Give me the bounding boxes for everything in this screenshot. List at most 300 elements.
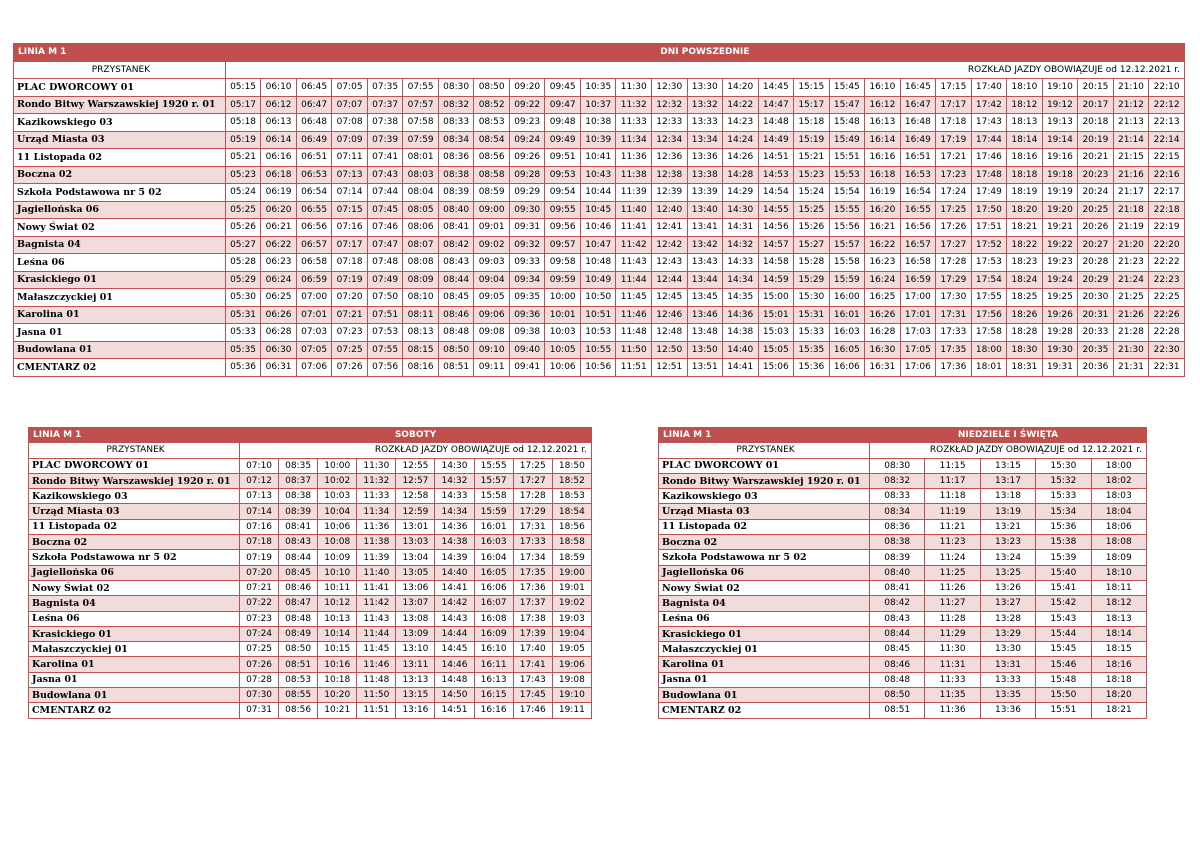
departure-time: 18:18 <box>1007 166 1043 184</box>
departure-time: 11:26 <box>925 580 980 595</box>
departure-time: 19:16 <box>1042 149 1078 167</box>
departure-time: 17:37 <box>513 596 552 611</box>
departure-time: 11:32 <box>616 96 652 114</box>
departure-time: 14:36 <box>435 519 474 534</box>
departure-time: 17:28 <box>936 254 972 272</box>
departure-time: 05:24 <box>225 184 261 202</box>
departure-time: 06:31 <box>261 359 297 377</box>
departure-time: 20:27 <box>1078 236 1114 254</box>
departure-time: 11:50 <box>616 341 652 359</box>
stop-name: CMENTARZ 02 <box>29 703 240 718</box>
departure-time: 09:05 <box>474 289 510 307</box>
departure-time: 07:01 <box>296 306 332 324</box>
departure-time: 07:47 <box>367 236 403 254</box>
departure-time: 09:35 <box>509 289 545 307</box>
departure-time: 21:31 <box>1113 359 1149 377</box>
table-row <box>29 489 592 504</box>
departure-time: 17:55 <box>971 289 1007 307</box>
departure-time: 13:38 <box>687 166 723 184</box>
departure-time: 14:48 <box>435 672 474 687</box>
departure-time: 07:14 <box>332 184 368 202</box>
stop-name: Budowlana 01 <box>29 688 240 703</box>
stop-name: Jagiellońska 06 <box>29 565 240 580</box>
departure-time: 11:30 <box>616 79 652 97</box>
departure-time: 16:56 <box>900 219 936 237</box>
departure-time: 08:52 <box>474 96 510 114</box>
stop-name: Jagiellońska 06 <box>659 565 870 580</box>
departure-time: 20:28 <box>1078 254 1114 272</box>
table-row <box>29 626 592 641</box>
departure-time: 08:45 <box>279 565 318 580</box>
stop-name: Małaszczyckiej 01 <box>29 642 240 657</box>
departure-time: 08:11 <box>403 306 439 324</box>
table-row <box>659 489 1147 504</box>
departure-time: 11:19 <box>925 504 980 519</box>
departure-time: 05:21 <box>225 149 261 167</box>
departure-time: 09:31 <box>509 219 545 237</box>
departure-time: 13:36 <box>687 149 723 167</box>
table-row <box>14 149 1185 167</box>
departure-time: 11:39 <box>357 550 396 565</box>
departure-time: 10:46 <box>580 219 616 237</box>
departure-time: 11:42 <box>616 236 652 254</box>
departure-time: 18:30 <box>1007 341 1043 359</box>
departure-time: 07:26 <box>240 657 279 672</box>
departure-time: 20:33 <box>1078 324 1114 342</box>
departure-time: 22:19 <box>1149 219 1185 237</box>
departure-time: 08:41 <box>438 219 474 237</box>
departure-time: 18:11 <box>1091 580 1146 595</box>
departure-time: 15:57 <box>474 473 513 488</box>
departure-time: 08:58 <box>474 166 510 184</box>
departure-time: 11:17 <box>925 473 980 488</box>
departure-time: 17:56 <box>971 306 1007 324</box>
departure-time: 10:01 <box>545 306 581 324</box>
table-row <box>659 688 1147 703</box>
departure-time: 16:18 <box>865 166 901 184</box>
departure-time: 21:20 <box>1113 236 1149 254</box>
stop-name: Rondo Bitwy Warszawskiej 1920 r. 01 <box>29 473 240 488</box>
departure-time: 12:51 <box>651 359 687 377</box>
stop-name: Szkoła Podstawowa nr 5 02 <box>659 550 870 565</box>
departure-time: 13:27 <box>980 596 1035 611</box>
table-row <box>29 458 592 473</box>
departure-time: 18:59 <box>552 550 591 565</box>
departure-time: 09:08 <box>474 324 510 342</box>
departure-time: 09:22 <box>509 96 545 114</box>
table-row <box>14 166 1185 184</box>
departure-time: 19:10 <box>552 688 591 703</box>
departure-time: 09:32 <box>509 236 545 254</box>
departure-time: 06:59 <box>296 271 332 289</box>
departure-time: 16:11 <box>474 657 513 672</box>
departure-time: 05:23 <box>225 166 261 184</box>
departure-time: 08:48 <box>438 324 474 342</box>
departure-time: 18:21 <box>1007 219 1043 237</box>
departure-time: 09:41 <box>509 359 545 377</box>
departure-time: 14:26 <box>723 149 759 167</box>
departure-time: 09:48 <box>545 114 581 132</box>
departure-time: 16:48 <box>900 114 936 132</box>
departure-time: 09:04 <box>474 271 510 289</box>
departure-time: 21:15 <box>1113 149 1149 167</box>
departure-time: 09:26 <box>509 149 545 167</box>
departure-time: 07:41 <box>367 149 403 167</box>
departure-time: 11:27 <box>925 596 980 611</box>
departure-time: 10:16 <box>318 657 357 672</box>
departure-time: 13:31 <box>980 657 1035 672</box>
stop-name: Urząd Miasta 03 <box>29 504 240 519</box>
departure-time: 13:29 <box>980 626 1035 641</box>
departure-time: 14:51 <box>758 149 794 167</box>
departure-time: 08:56 <box>279 703 318 718</box>
departure-time: 07:50 <box>367 289 403 307</box>
departure-time: 06:13 <box>261 114 297 132</box>
departure-time: 18:13 <box>1091 611 1146 626</box>
table-row <box>29 550 592 565</box>
departure-time: 05:19 <box>225 131 261 149</box>
departure-time: 06:54 <box>296 184 332 202</box>
departure-time: 20:24 <box>1078 184 1114 202</box>
table-row <box>659 535 1147 550</box>
table-row <box>659 504 1147 519</box>
stop-name: Jagiellońska 06 <box>14 201 226 219</box>
departure-time: 20:35 <box>1078 341 1114 359</box>
departure-time: 16:22 <box>865 236 901 254</box>
departure-time: 14:56 <box>758 219 794 237</box>
departure-time: 11:41 <box>616 219 652 237</box>
departure-time: 21:13 <box>1113 114 1149 132</box>
departure-time: 22:25 <box>1149 289 1185 307</box>
departure-time: 10:56 <box>580 359 616 377</box>
departure-time: 17:33 <box>513 535 552 550</box>
departure-time: 07:22 <box>240 596 279 611</box>
departure-time: 13:36 <box>980 703 1035 718</box>
departure-time: 15:17 <box>794 96 830 114</box>
departure-time: 10:03 <box>318 489 357 504</box>
saturday-timetable <box>28 427 592 719</box>
departure-time: 17:15 <box>936 79 972 97</box>
departure-time: 20:36 <box>1078 359 1114 377</box>
departure-time: 16:19 <box>865 184 901 202</box>
departure-time: 05:27 <box>225 236 261 254</box>
stop-name: Leśna 06 <box>29 611 240 626</box>
departure-time: 15:30 <box>794 289 830 307</box>
departure-time: 08:44 <box>279 550 318 565</box>
stop-name: PLAC DWORCOWY 01 <box>29 458 240 473</box>
stop-name: Nowy Świat 02 <box>14 219 226 237</box>
departure-time: 08:55 <box>279 688 318 703</box>
departure-time: 14:32 <box>723 236 759 254</box>
departure-time: 16:21 <box>865 219 901 237</box>
departure-time: 16:47 <box>900 96 936 114</box>
departure-time: 11:48 <box>357 672 396 687</box>
table-row <box>14 219 1185 237</box>
departure-time: 07:25 <box>240 642 279 657</box>
departure-time: 09:28 <box>509 166 545 184</box>
departure-time: 08:38 <box>870 535 925 550</box>
departure-time: 13:07 <box>396 596 435 611</box>
departure-time: 15:56 <box>829 219 865 237</box>
departure-time: 11:40 <box>616 201 652 219</box>
departure-time: 11:36 <box>925 703 980 718</box>
departure-time: 18:16 <box>1007 149 1043 167</box>
table-row <box>659 642 1147 657</box>
departure-time: 17:29 <box>513 504 552 519</box>
departure-time: 16:13 <box>474 672 513 687</box>
departure-time: 07:00 <box>296 289 332 307</box>
departure-time: 15:42 <box>1036 596 1091 611</box>
departure-time: 07:15 <box>332 201 368 219</box>
departure-time: 14:53 <box>758 166 794 184</box>
departure-time: 18:10 <box>1007 79 1043 97</box>
departure-time: 16:07 <box>474 596 513 611</box>
departure-time: 16:59 <box>900 271 936 289</box>
departure-time: 06:56 <box>296 219 332 237</box>
stop-name: Rondo Bitwy Warszawskiej 1920 r. 01 <box>659 473 870 488</box>
departure-time: 11:51 <box>616 359 652 377</box>
departure-time: 18:28 <box>1007 324 1043 342</box>
stop-name: Urząd Miasta 03 <box>659 504 870 519</box>
departure-time: 18:18 <box>1091 672 1146 687</box>
departure-time: 08:53 <box>279 672 318 687</box>
departure-time: 10:00 <box>318 458 357 473</box>
departure-time: 09:23 <box>509 114 545 132</box>
stop-name: CMENTARZ 02 <box>14 359 226 377</box>
departure-time: 19:14 <box>1042 131 1078 149</box>
departure-time: 17:17 <box>936 96 972 114</box>
departure-time: 21:30 <box>1113 341 1149 359</box>
departure-time: 18:50 <box>552 458 591 473</box>
stop-name: Krasickiego 01 <box>29 626 240 641</box>
departure-time: 22:23 <box>1149 271 1185 289</box>
departure-time: 22:15 <box>1149 149 1185 167</box>
departure-time: 10:45 <box>580 201 616 219</box>
departure-time: 14:31 <box>723 219 759 237</box>
departure-time: 10:20 <box>318 688 357 703</box>
departure-time: 11:45 <box>357 642 396 657</box>
departure-time: 07:48 <box>367 254 403 272</box>
table-row <box>659 458 1147 473</box>
departure-time: 11:33 <box>925 672 980 687</box>
stop-name: Boczna 02 <box>14 166 226 184</box>
departure-time: 10:04 <box>318 504 357 519</box>
departure-time: 16:06 <box>474 580 513 595</box>
departure-time: 09:58 <box>545 254 581 272</box>
stop-name: Boczna 02 <box>659 535 870 550</box>
departure-time: 12:48 <box>651 324 687 342</box>
departure-time: 15:59 <box>474 504 513 519</box>
departure-time: 08:32 <box>438 96 474 114</box>
departure-time: 14:49 <box>758 131 794 149</box>
departure-time: 17:40 <box>513 642 552 657</box>
departure-time: 08:46 <box>438 306 474 324</box>
departure-time: 18:13 <box>1007 114 1043 132</box>
stop-name: Kazikowskiego 03 <box>14 114 226 132</box>
departure-time: 13:30 <box>980 642 1035 657</box>
departure-time: 08:50 <box>474 79 510 97</box>
departure-time: 22:17 <box>1149 184 1185 202</box>
departure-time: 13:42 <box>687 236 723 254</box>
departure-time: 16:00 <box>829 289 865 307</box>
departure-time: 08:15 <box>403 341 439 359</box>
departure-time: 17:50 <box>971 201 1007 219</box>
departure-time: 08:39 <box>870 550 925 565</box>
departure-time: 16:12 <box>865 96 901 114</box>
stop-name: Bagnista 04 <box>14 236 226 254</box>
departure-time: 07:38 <box>367 114 403 132</box>
stop-name: Rondo Bitwy Warszawskiej 1920 r. 01 <box>14 96 226 114</box>
departure-time: 14:43 <box>435 611 474 626</box>
header-row <box>14 61 1185 79</box>
departure-time: 08:41 <box>870 580 925 595</box>
validity-note: ROZKŁAD JAZDY OBOWIĄZUJE od 12.12.2021 r. <box>870 443 1147 458</box>
departure-time: 16:08 <box>474 611 513 626</box>
departure-time: 15:39 <box>1036 550 1091 565</box>
departure-time: 15:31 <box>794 306 830 324</box>
departure-time: 14:51 <box>435 703 474 718</box>
departure-time: 09:01 <box>474 219 510 237</box>
departure-time: 11:42 <box>357 596 396 611</box>
departure-time: 07:20 <box>240 565 279 580</box>
departure-time: 10:14 <box>318 626 357 641</box>
departure-time: 16:53 <box>900 166 936 184</box>
stop-name: Budowlana 01 <box>14 341 226 359</box>
departure-time: 15:27 <box>794 236 830 254</box>
stop-name: Karolina 01 <box>29 657 240 672</box>
departure-time: 13:15 <box>396 688 435 703</box>
stop-name: Jasna 01 <box>14 324 226 342</box>
departure-time: 09:03 <box>474 254 510 272</box>
departure-time: 12:57 <box>396 473 435 488</box>
departure-time: 18:26 <box>1007 306 1043 324</box>
departure-time: 06:16 <box>261 149 297 167</box>
departure-time: 08:34 <box>870 504 925 519</box>
departure-time: 22:20 <box>1149 236 1185 254</box>
departure-time: 07:55 <box>367 341 403 359</box>
departure-time: 09:40 <box>509 341 545 359</box>
title-row <box>29 428 592 443</box>
departure-time: 14:57 <box>758 236 794 254</box>
departure-time: 10:50 <box>580 289 616 307</box>
departure-time: 11:45 <box>616 289 652 307</box>
table-row <box>659 580 1147 595</box>
stop-name: Bagnista 04 <box>659 596 870 611</box>
table-row <box>29 611 592 626</box>
departure-time: 10:06 <box>545 359 581 377</box>
departure-time: 11:25 <box>925 565 980 580</box>
departure-time: 08:16 <box>403 359 439 377</box>
departure-time: 08:41 <box>279 519 318 534</box>
departure-time: 17:03 <box>900 324 936 342</box>
departure-time: 08:33 <box>438 114 474 132</box>
departure-time: 07:24 <box>240 626 279 641</box>
departure-time: 19:18 <box>1042 166 1078 184</box>
departure-time: 11:44 <box>616 271 652 289</box>
departure-time: 12:40 <box>651 201 687 219</box>
departure-time: 13:39 <box>687 184 723 202</box>
table-row <box>14 324 1185 342</box>
departure-time: 16:58 <box>900 254 936 272</box>
departure-time: 09:02 <box>474 236 510 254</box>
departure-time: 07:45 <box>367 201 403 219</box>
departure-time: 08:49 <box>279 626 318 641</box>
stop-name: CMENTARZ 02 <box>659 703 870 718</box>
table-row <box>29 688 592 703</box>
departure-time: 08:04 <box>403 184 439 202</box>
departure-time: 06:22 <box>261 236 297 254</box>
departure-time: 17:23 <box>936 166 972 184</box>
departure-time: 14:55 <box>758 201 794 219</box>
departure-time: 17:44 <box>971 131 1007 149</box>
departure-time: 22:16 <box>1149 166 1185 184</box>
departure-time: 13:17 <box>980 473 1035 488</box>
stop-column-header: PRZYSTANEK <box>14 61 226 79</box>
departure-time: 15:43 <box>1036 611 1091 626</box>
departure-time: 08:32 <box>870 473 925 488</box>
departure-time: 19:21 <box>1042 219 1078 237</box>
departure-time: 10:18 <box>318 672 357 687</box>
departure-time: 05:17 <box>225 96 261 114</box>
stop-name: Nowy Świat 02 <box>659 580 870 595</box>
validity-note: ROZKŁAD JAZDY OBOWIĄZUJE od 12.12.2021 r. <box>225 61 1184 79</box>
departure-time: 08:39 <box>279 504 318 519</box>
departure-time: 11:21 <box>925 519 980 534</box>
departure-time: 10:02 <box>318 473 357 488</box>
departure-time: 15:21 <box>794 149 830 167</box>
departure-time: 07:53 <box>367 324 403 342</box>
departure-time: 20:19 <box>1078 131 1114 149</box>
departure-time: 19:31 <box>1042 359 1078 377</box>
departure-time: 11:31 <box>925 657 980 672</box>
departure-time: 09:53 <box>545 166 581 184</box>
departure-time: 12:36 <box>651 149 687 167</box>
day-type: SOBOTY <box>240 428 592 443</box>
departure-time: 14:22 <box>723 96 759 114</box>
departure-time: 18:08 <box>1091 535 1146 550</box>
departure-time: 11:33 <box>357 489 396 504</box>
departure-time: 15:44 <box>1036 626 1091 641</box>
departure-time: 08:56 <box>474 149 510 167</box>
departure-time: 05:35 <box>225 341 261 359</box>
departure-time: 11:38 <box>616 166 652 184</box>
departure-time: 08:07 <box>403 236 439 254</box>
stop-column-header: PRZYSTANEK <box>659 443 870 458</box>
departure-time: 16:05 <box>474 565 513 580</box>
departure-time: 15:48 <box>829 114 865 132</box>
departure-time: 17:43 <box>971 114 1007 132</box>
line-name: LINIA M 1 <box>29 428 240 443</box>
departure-time: 15:59 <box>829 271 865 289</box>
departure-time: 16:09 <box>474 626 513 641</box>
departure-time: 09:47 <box>545 96 581 114</box>
departure-time: 17:30 <box>936 289 972 307</box>
table-row <box>659 703 1147 718</box>
departure-time: 10:11 <box>318 580 357 595</box>
departure-time: 18:16 <box>1091 657 1146 672</box>
sunday-timetable <box>658 427 1147 719</box>
departure-time: 21:18 <box>1113 201 1149 219</box>
departure-time: 07:10 <box>240 458 279 473</box>
departure-time: 18:21 <box>1091 703 1146 718</box>
departure-time: 17:45 <box>513 688 552 703</box>
table-row <box>14 236 1185 254</box>
departure-time: 14:30 <box>435 458 474 473</box>
departure-time: 14:48 <box>758 114 794 132</box>
departure-time: 19:03 <box>552 611 591 626</box>
departure-time: 11:41 <box>357 580 396 595</box>
departure-time: 14:32 <box>435 473 474 488</box>
